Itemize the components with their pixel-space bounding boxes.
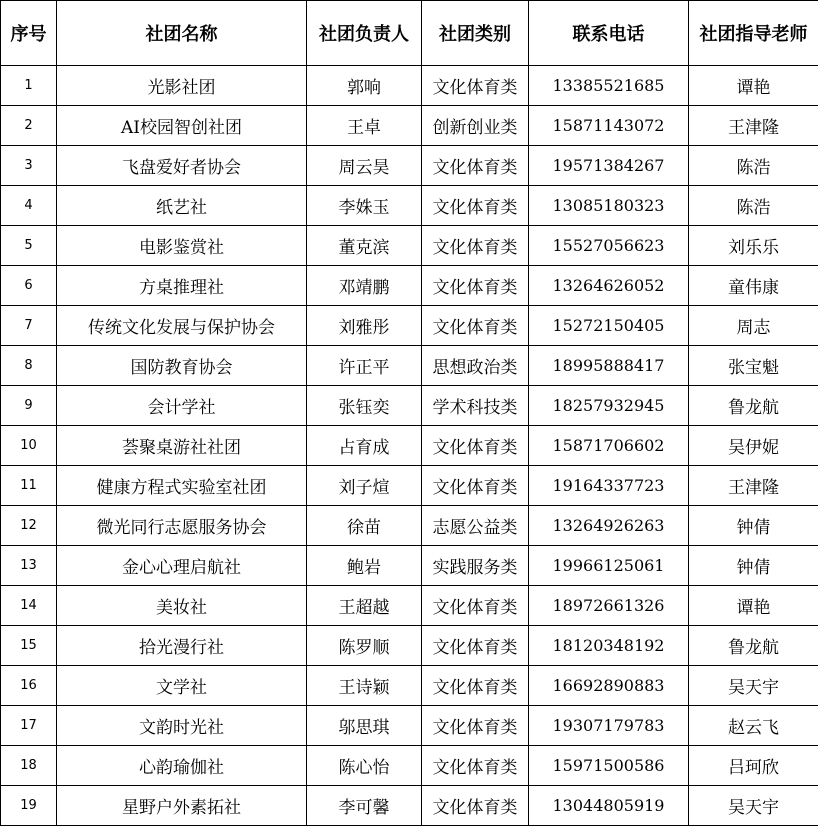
cell-club-name: 健康方程式实验室社团: [57, 466, 307, 506]
cell-phone: 19164337723: [529, 466, 689, 506]
cell-leader: 刘雅彤: [307, 306, 422, 346]
cell-category: 思想政治类: [422, 346, 529, 386]
cell-index: 2: [1, 106, 57, 146]
cell-club-name: 微光同行志愿服务协会: [57, 506, 307, 546]
cell-phone: 13385521685: [529, 66, 689, 106]
cell-phone: 18120348192: [529, 626, 689, 666]
cell-leader: 王诗颖: [307, 666, 422, 706]
cell-phone: 15871143072: [529, 106, 689, 146]
cell-phone: 16692890883: [529, 666, 689, 706]
cell-advisor: 吴天宇: [689, 666, 818, 706]
cell-index: 15: [1, 626, 57, 666]
cell-index: 14: [1, 586, 57, 626]
cell-club-name: 文韵时光社: [57, 706, 307, 746]
table-row: [1, 666, 818, 706]
cell-leader: 占育成: [307, 426, 422, 466]
cell-category: 文化体育类: [422, 466, 529, 506]
cell-category: 文化体育类: [422, 66, 529, 106]
cell-index: 17: [1, 706, 57, 746]
cell-advisor: 吴伊妮: [689, 426, 818, 466]
table-row: [1, 706, 818, 746]
cell-category: 学术科技类: [422, 386, 529, 426]
cell-phone: 15272150405: [529, 306, 689, 346]
cell-advisor: 陈浩: [689, 146, 818, 186]
cell-category: 文化体育类: [422, 746, 529, 786]
cell-leader: 王卓: [307, 106, 422, 146]
col-header-advisor: 社团指导老师: [689, 1, 818, 66]
header-row: [1, 1, 818, 66]
cell-leader: 王超越: [307, 586, 422, 626]
table-row: [1, 386, 818, 426]
cell-phone: 15871706602: [529, 426, 689, 466]
cell-leader: 陈心怡: [307, 746, 422, 786]
cell-category: 志愿公益类: [422, 506, 529, 546]
table-row: [1, 466, 818, 506]
cell-advisor: 童伟康: [689, 266, 818, 306]
col-header-leader: 社团负责人: [307, 1, 422, 66]
cell-category: 文化体育类: [422, 226, 529, 266]
table-row: [1, 306, 818, 346]
cell-club-name: 方桌推理社: [57, 266, 307, 306]
cell-club-name: 荟聚桌游社社团: [57, 426, 307, 466]
cell-index: 16: [1, 666, 57, 706]
cell-category: 实践服务类: [422, 546, 529, 586]
cell-club-name: 传统文化发展与保护协会: [57, 306, 307, 346]
cell-index: 11: [1, 466, 57, 506]
cell-phone: 15971500586: [529, 746, 689, 786]
cell-index: 5: [1, 226, 57, 266]
table-row: [1, 346, 818, 386]
table-row: [1, 146, 818, 186]
cell-club-name: AI校园智创社团: [57, 106, 307, 146]
cell-club-name: 金心心理启航社: [57, 546, 307, 586]
cell-leader: 董克滨: [307, 226, 422, 266]
col-header-club-name: 社团名称: [57, 1, 307, 66]
cell-category: 文化体育类: [422, 146, 529, 186]
cell-advisor: 鲁龙航: [689, 386, 818, 426]
table-row: [1, 746, 818, 786]
cell-advisor: 谭艳: [689, 66, 818, 106]
cell-club-name: 文学社: [57, 666, 307, 706]
cell-club-name: 纸艺社: [57, 186, 307, 226]
cell-category: 创新创业类: [422, 106, 529, 146]
cell-advisor: 王津隆: [689, 106, 818, 146]
cell-index: 7: [1, 306, 57, 346]
cell-phone: 19307179783: [529, 706, 689, 746]
cell-phone: 19571384267: [529, 146, 689, 186]
cell-phone: 13085180323: [529, 186, 689, 226]
cell-index: 1: [1, 66, 57, 106]
cell-phone: 18995888417: [529, 346, 689, 386]
table-row: [1, 266, 818, 306]
cell-index: 3: [1, 146, 57, 186]
cell-advisor: 钟倩: [689, 546, 818, 586]
col-header-phone: 联系电话: [529, 1, 689, 66]
cell-category: 文化体育类: [422, 666, 529, 706]
table-row: [1, 186, 818, 226]
cell-club-name: 心韵瑜伽社: [57, 746, 307, 786]
cell-advisor: 鲁龙航: [689, 626, 818, 666]
cell-advisor: 陈浩: [689, 186, 818, 226]
cell-advisor: 王津隆: [689, 466, 818, 506]
cell-advisor: 谭艳: [689, 586, 818, 626]
cell-club-name: 星野户外素拓社: [57, 786, 307, 826]
cell-category: 文化体育类: [422, 306, 529, 346]
cell-category: 文化体育类: [422, 706, 529, 746]
cell-leader: 张钰奕: [307, 386, 422, 426]
cell-leader: 李姝玉: [307, 186, 422, 226]
table-row: [1, 786, 818, 826]
cell-phone: 19966125061: [529, 546, 689, 586]
cell-category: 文化体育类: [422, 186, 529, 226]
cell-index: 8: [1, 346, 57, 386]
cell-phone: 13044805919: [529, 786, 689, 826]
cell-club-name: 国防教育协会: [57, 346, 307, 386]
cell-advisor: 吴天宇: [689, 786, 818, 826]
cell-leader: 鲍岩: [307, 546, 422, 586]
cell-category: 文化体育类: [422, 586, 529, 626]
cell-category: 文化体育类: [422, 626, 529, 666]
cell-index: 12: [1, 506, 57, 546]
col-header-index: 序号: [1, 1, 57, 66]
cell-phone: 15527056623: [529, 226, 689, 266]
cell-leader: 徐苗: [307, 506, 422, 546]
table-row: [1, 66, 818, 106]
table-row: [1, 546, 818, 586]
cell-advisor: 刘乐乐: [689, 226, 818, 266]
cell-leader: 周云昊: [307, 146, 422, 186]
table-row: [1, 586, 818, 626]
cell-index: 19: [1, 786, 57, 826]
cell-club-name: 飞盘爱好者协会: [57, 146, 307, 186]
table-body: [1, 66, 818, 826]
cell-advisor: 钟倩: [689, 506, 818, 546]
cell-phone: 18972661326: [529, 586, 689, 626]
cell-index: 10: [1, 426, 57, 466]
cell-club-name: 美妆社: [57, 586, 307, 626]
cell-club-name: 拾光漫行社: [57, 626, 307, 666]
cell-leader: 郭响: [307, 66, 422, 106]
cell-index: 9: [1, 386, 57, 426]
cell-category: 文化体育类: [422, 786, 529, 826]
table-row: [1, 106, 818, 146]
cell-leader: 邓靖鹏: [307, 266, 422, 306]
cell-leader: 李可馨: [307, 786, 422, 826]
cell-index: 4: [1, 186, 57, 226]
table-row: [1, 506, 818, 546]
cell-leader: 陈罗顺: [307, 626, 422, 666]
cell-leader: 刘子煊: [307, 466, 422, 506]
cell-club-name: 会计学社: [57, 386, 307, 426]
cell-category: 文化体育类: [422, 426, 529, 466]
cell-club-name: 光影社团: [57, 66, 307, 106]
cell-advisor: 周志: [689, 306, 818, 346]
cell-category: 文化体育类: [422, 266, 529, 306]
cell-club-name: 电影鉴赏社: [57, 226, 307, 266]
cell-index: 18: [1, 746, 57, 786]
cell-phone: 13264626052: [529, 266, 689, 306]
cell-phone: 18257932945: [529, 386, 689, 426]
cell-advisor: 张宝魁: [689, 346, 818, 386]
cell-leader: 许正平: [307, 346, 422, 386]
cell-advisor: 吕珂欣: [689, 746, 818, 786]
table-row: [1, 626, 818, 666]
col-header-category: 社团类别: [422, 1, 529, 66]
table-row: [1, 226, 818, 266]
table-row: [1, 426, 818, 466]
cell-index: 13: [1, 546, 57, 586]
cell-index: 6: [1, 266, 57, 306]
cell-advisor: 赵云飞: [689, 706, 818, 746]
cell-phone: 13264926263: [529, 506, 689, 546]
cell-leader: 邬思琪: [307, 706, 422, 746]
